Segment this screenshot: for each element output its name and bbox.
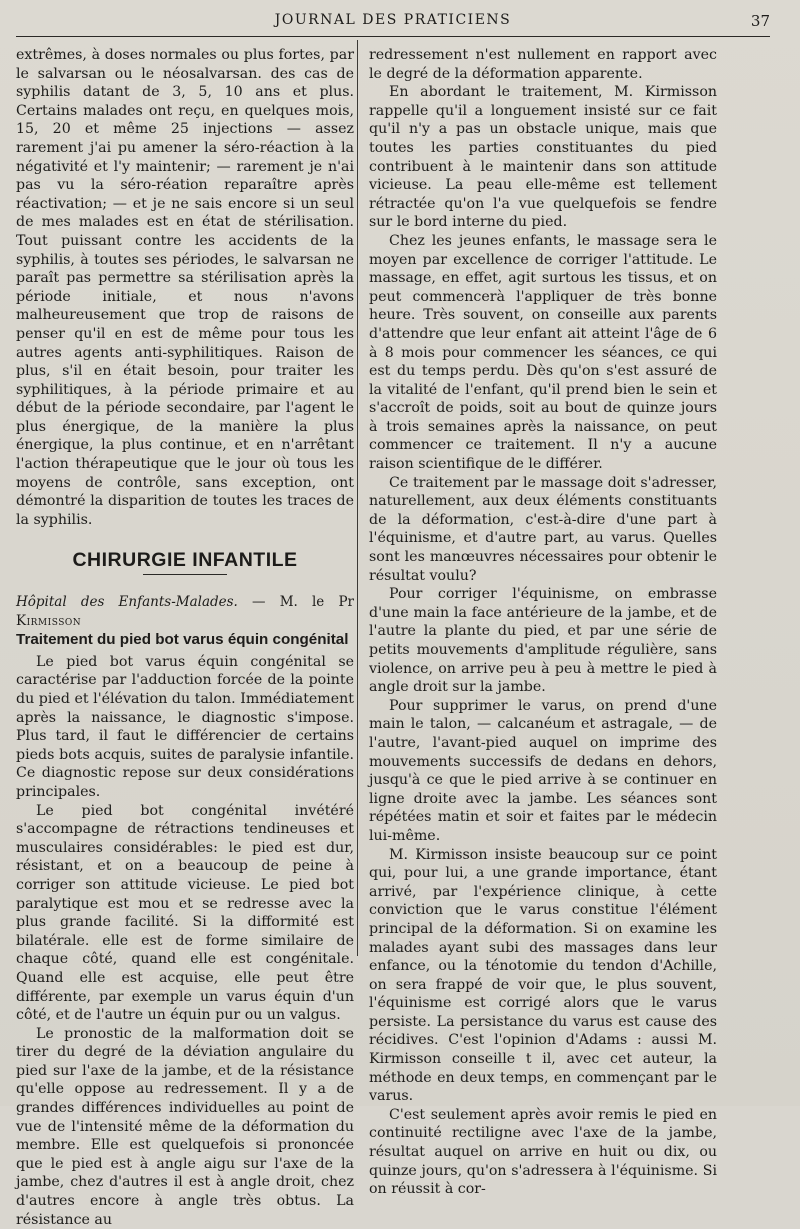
article-paragraph: Chez les jeunes enfants, le massage sera le moyen par excellence de corriger l'attitude. Le massage, en effet, agit surtous les tissus, et on peut commencerà l'appliquer de très bonne heure. Très souvent, on conseille aux parents d'attendre que leur enfant ait atteint l'âge de 6 à 8 mois pour commencer les séances, ce qui est du temps perdu. Dès qu'on s'est assuré de la vitalité de l'enfant, qu'il prend bien le sein et s'accroît de poids, soit au bout de quinze jours à trois semaines après la naissance, on peut commencer ce traitement. Il n'y a aucune raison scientifique de le différer. [369, 232, 717, 473]
byline-separator: — M. le Pr [237, 594, 355, 611]
article-paragraph: Le pied bot varus équin congénital se caractérise par l'adduction forcée de la pointe du pied et l'élévation du talon. Immédiatement après la naissance, le diagnostic s'impose. Plus tard, il faut le différencier de certains pieds bots acquis, suites de paralysie infantile. Ce diagnostic repose sur deux considérations principales. [16, 653, 354, 800]
article-title: Traitement du pied bot varus équin congénital [16, 631, 349, 649]
article-paragraph: Le pronostic de la malformation doit se tirer du degré de la déviation angulaire du pied sur l'axe de la jambe, et de la résistance qu'elle oppose au redressement. Il y a de grandes différences individuelles au point de vue de l'intensité même de la déformation du membre. Elle est quelquefois si prononcée que le pied est à angle aigu sur l'axe de la jambe, chez d'autres il est à angle droit, chez d'autres encore à angle très obtus. La résistance au [16, 1025, 354, 1228]
section-heading: CHIRURGIE INFANTILE [72, 549, 298, 572]
section-rule [143, 574, 227, 575]
syphilis-conclusion-paragraph: extrêmes, à doses normales ou plus fortes, par le salvarsan ou le néosalvarsan. des cas de syphilis datant de 3, 5, 10 ans et plus. Certains malades ont reçu, en quelques mois, 15, 20 et même 25 injections — assez rarement j'ai pu amener la séro-réaction à la négativité et l'y maintenir; — rarement je n'ai pas vu la séro-réation reparaître après réactivation; — et je ne sais encore si un seul de mes malades est en état de stérilisation. Tout puissant contre les accidents de la syphilis, à toutes ses périodes, le salvarsan ne paraît pas permettre sa stérilisation après la période initiale, et nous n'avons malheureusement que trop de raisons de penser qu'il en est de même pour tous les autres agents anti-syphilitiques. Raison de plus, s'il en était besoin, pour traiter les syphilitiques, à la période primaire et au début de la période secondaire, par l'agent le plus énergique, de la manière la plus énergique, la plus continue, et en n'arrêtant l'action thérapeutique que le jour où tous les moyens de contrôle, sans exception, ont démontré la disparition de toutes les traces de la syphilis. [16, 47, 354, 528]
article-paragraph: Pour supprimer le varus, on prend d'une main le talon, — calcanéum et astragale, — de l'autre, l'avant-pied auquel on imprime des mouvements successifs de dedans en dehors, jusqu'à ce que le pied arrive à se continuer en ligne droite avec la jambe. Les séances sont répétées matin et soir et faites par le médecin lui-même. [369, 697, 717, 844]
article-paragraph: C'est seulement après avoir remis le pied en continuité rectiligne avec l'axe de la jambe, résultat auquel on arrive en huit ou dix, ou quinze jours, qu'on s'adressera à l'équinisme. Si on réussit à cor- [369, 1106, 717, 1198]
article-paragraph: Le pied bot congénital invétéré s'accompagne de rétractions tendineuses et musculaires considérables: le pied est dur, résistant, et on a beaucoup de peine à corriger son attitude vicieuse. Le pied bot paralytique est mou et se redresse avec la plus grande facilité. Si la difformité est bilatérale. elle est de forme similaire de chaque côté, quand elle est congénitale. Quand elle est acquise, elle peut être différente, par exemple un varus équin d'un côté, et de l'autre un équin pur ou un valgus. [16, 802, 354, 1024]
column-divider [357, 40, 358, 956]
article-paragraph: redressement n'est nullement en rapport avec le degré de la déformation apparente. [369, 47, 717, 82]
article-byline [16, 593, 354, 630]
running-head [16, 12, 770, 34]
article-paragraph: M. Kirmisson insiste beaucoup sur ce point qui, pour lui, a une grande importance, étant arrivé, par l'expérience clinique, à cette conviction que le varus constitue l'élément principal de la déformation. Si on examine les malades ayant subi des massages dans leur enfance, ou la ténotomie du tendon d'Achille, on sera frappé de voir que, le plus souvent, l'équinisme est corrigé alors que le varus persiste. La persistance du varus est cause des récidives. C'est l'opinion d'Adams : aussi M. Kirmisson conseille t il, avec cet auteur, la méthode en deux temps, en commençant par le varus. [369, 846, 717, 1105]
right-column [369, 46, 717, 1199]
left-column [16, 46, 354, 1229]
byline-author: Kirmisson [16, 612, 82, 629]
header-rule [16, 36, 770, 37]
journal-title: JOURNAL DES PRATICIENS [274, 12, 512, 28]
page-number: 37 [750, 12, 770, 30]
article-paragraph: Pour corriger l'équinisme, on embrasse d'une main la face antérieure de la jambe, et de l'autre la plante du pied, et par une série de petits mouvements d'amplitude régulière, sans violence, on arrive peu à peu à mettre le pied à angle droit sur la jambe. [369, 586, 717, 696]
article-paragraph: Ce traitement par le massage doit s'adresser, naturellement, aux deux éléments constituants de la déformation, c'est-à-dire d'une part à l'équinisme, et d'autre part, au varus. Quelles sont les manœuvres nécessaires pour obtenir le résultat voulu? [369, 474, 717, 584]
byline-hospital: Hôpital des Enfants-Malades. [16, 594, 238, 611]
article-paragraph: En abordant le traitement, M. Kirmisson rappelle qu'il a longuement insisté sur ce fait qu'il n'y a pas un obstacle unique, mais que toutes les parties constituantes du pied contribuent à le maintenir dans son attitude vicieuse. La peau elle-même est tellement rétractée qu'on l'a vue quelquefois se fendre sur le bord interne du pied. [369, 84, 717, 231]
